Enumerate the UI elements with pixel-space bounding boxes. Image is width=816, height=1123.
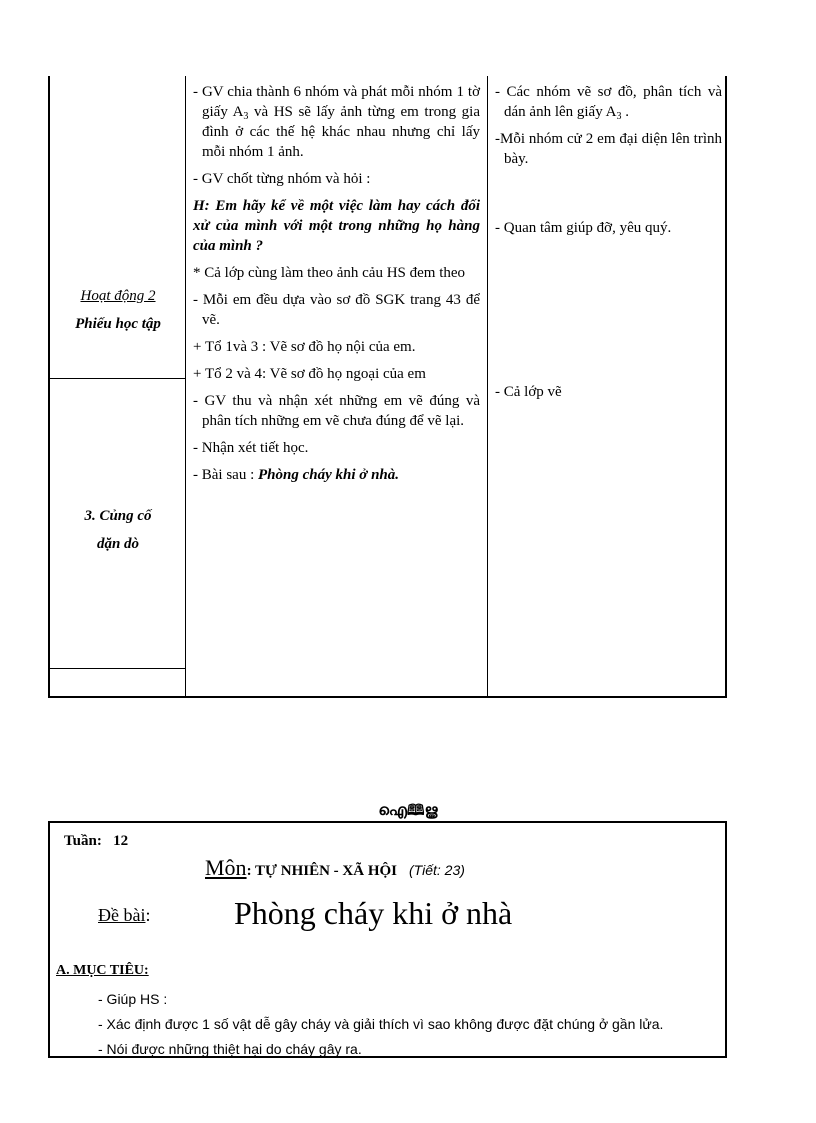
subject-line [205, 855, 465, 881]
teacher-activities [193, 82, 480, 492]
lesson-plan-table [48, 76, 727, 698]
activity-2-subtitle: Phiếu học tập [75, 316, 161, 332]
teacher-step-comment: - Nhận xét tiết học. [193, 440, 309, 456]
topic-label-line: Đề bài: [98, 905, 151, 925]
period-label: (Tiết: 23) [409, 862, 465, 878]
teacher-step-review: - GV thu và nhận xét những em vẽ đúng và phân tích những em vẽ chưa đúng để vẽ lại. [193, 393, 480, 429]
teacher-step-next-lesson: - Bài sau : Phòng cháy khi ở nhà. [193, 467, 399, 483]
student-class-draw: - Cả lớp vẽ [495, 384, 562, 400]
teacher-question: H: Em hãy kể về một việc làm hay cách đối xử của mình với một trong những họ hàng của mình ? [193, 198, 480, 254]
section-a-heading: A. MỤC TIÊU: [56, 963, 149, 978]
subject-label: Môn [205, 855, 247, 880]
section-3-label [50, 506, 186, 554]
objective-item: - Xác định được 1 số vật dễ gây cháy và giải thích vì sao không được đặt chúng ở gần lửa. [98, 1016, 664, 1032]
student-activities [495, 82, 722, 176]
teacher-step-summary: - GV chốt từng nhóm và hỏi : [193, 171, 371, 187]
row-divider-activity [50, 378, 186, 379]
section-3-subtitle: dặn dò [96, 536, 140, 552]
objectives-list [98, 987, 663, 1062]
column-divider-left [185, 76, 186, 696]
section-3-title: 3. Củng cố [84, 508, 152, 524]
topic-title: Phòng cháy khi ở nhà [234, 895, 513, 931]
teacher-step-diagram: - Mỗi em đều dựa vào sơ đồ SGK trang 43 để vẽ. [193, 292, 480, 328]
section-divider-ornament: ഐ🕮ൠ [378, 803, 438, 819]
topic-label: Đề bài [98, 905, 146, 925]
student-step-present: -Mỗi nhóm cử 2 em đại diện lên trình bày. [495, 131, 722, 167]
student-care: - Quan tâm giúp đỡ, yêu quý. [495, 220, 672, 236]
week-line: Tuần: 12 [64, 833, 129, 849]
teacher-step-group-2-4: + Tổ 2 và 4: Vẽ sơ đồ họ ngoại của em [193, 366, 426, 382]
objective-item: - Nói được những thiệt hại do cháy gây ra. [98, 1041, 362, 1057]
teacher-step-groups: - GV chia thành 6 nhóm và phát mỗi nhóm 1 tờ giấy $A_3$ và HS sẽ lấy ảnh từng em trong gia đình ở các thế hệ khác nhau nhưng chỉ lấy mỗi nhóm 1 ảnh. [193, 84, 480, 160]
teacher-step-group-1-3: + Tổ 1và 3 : Vẽ sơ đồ họ nội của em. [193, 339, 416, 355]
lesson-header-box [48, 821, 727, 1058]
student-step-draw: - Các nhóm vẽ sơ đồ, phân tích và dán ảnh lên giấy $A_3$ . [495, 84, 722, 122]
activity-2-title: Hoạt động 2 [80, 288, 156, 304]
row-divider-bottom [50, 668, 186, 669]
week-number: 12 [113, 833, 129, 849]
teacher-step-photos: * Cả lớp cùng làm theo ảnh cảu HS đem theo [193, 265, 466, 281]
subject-name: : TỰ NHIÊN - XÃ HỘI [246, 863, 397, 879]
column-divider-right [487, 76, 488, 696]
objective-item: - Giúp HS : [98, 991, 168, 1007]
activity-2-label [50, 286, 186, 334]
